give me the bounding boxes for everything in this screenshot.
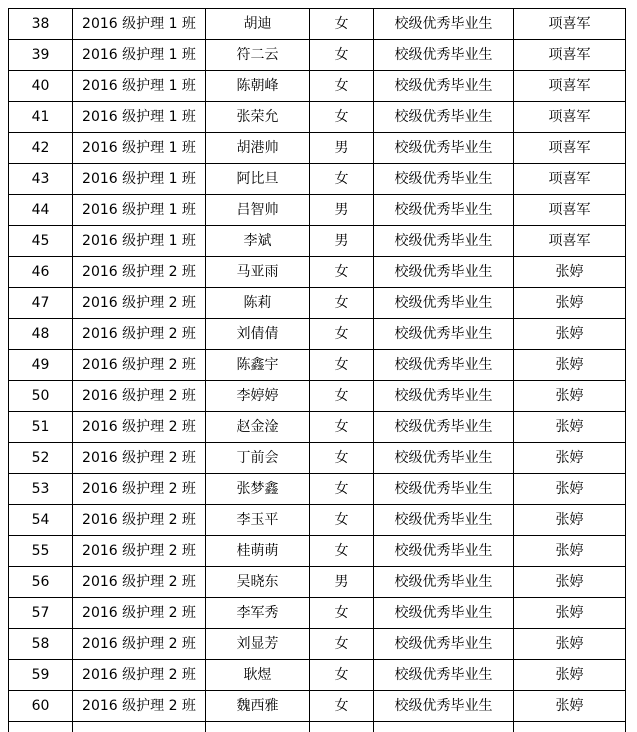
class-cell: 2016 级护理 1 班 [73, 195, 206, 226]
student-name-cell: 耿煜 [206, 660, 310, 691]
class-cell: 2016 级护理 1 班 [73, 102, 206, 133]
row-number-cell: 50 [9, 381, 73, 412]
table-row [9, 412, 626, 443]
student-name-cell: 赵金淦 [206, 412, 310, 443]
gender-cell: 女 [310, 288, 374, 319]
honor-cell: 校级优秀毕业生 [374, 164, 514, 195]
honor-cell: 校级优秀毕业生 [374, 691, 514, 722]
row-number-cell: 48 [9, 319, 73, 350]
advisor-cell: 张婷 [514, 691, 626, 722]
student-name-cell: 陈鑫宇 [206, 350, 310, 381]
class-cell: 2016 级护理 2 班 [73, 629, 206, 660]
row-number-cell: 51 [9, 412, 73, 443]
student-name-cell: 胡港帅 [206, 133, 310, 164]
honor-cell: 校级优秀毕业生 [374, 443, 514, 474]
row-number-cell: 57 [9, 598, 73, 629]
row-number-cell: 58 [9, 629, 73, 660]
class-cell: 2016 级护理 2 班 [73, 257, 206, 288]
class-cell: 2016 级护理 2 班 [73, 660, 206, 691]
honor-cell: 校级优秀毕业生 [374, 474, 514, 505]
advisor-cell: 项喜军 [514, 164, 626, 195]
honor-cell: 校级优秀毕业生 [374, 412, 514, 443]
honor-cell: 校级优秀毕业生 [374, 381, 514, 412]
row-number-cell: 56 [9, 567, 73, 598]
row-number-cell: 39 [9, 40, 73, 71]
row-number-cell: 54 [9, 505, 73, 536]
advisor-cell: 项喜军 [514, 133, 626, 164]
honor-cell: 校级优秀毕业生 [374, 226, 514, 257]
row-number-cell: 40 [9, 71, 73, 102]
table-row [9, 474, 626, 505]
class-cell: 2016 级护理 2 班 [73, 474, 206, 505]
gender-cell: 女 [310, 102, 374, 133]
student-name-cell: 刘显芳 [206, 629, 310, 660]
table-row [9, 443, 626, 474]
honor-cell: 校级优秀毕业生 [374, 257, 514, 288]
table-row [9, 164, 626, 195]
honor-cell: 校级优秀毕业生 [374, 9, 514, 40]
gender-cell: 女 [310, 9, 374, 40]
gender-cell: 女 [310, 71, 374, 102]
honor-cell: 校级优秀毕业生 [374, 505, 514, 536]
table-row [9, 40, 626, 71]
row-number-cell: 59 [9, 660, 73, 691]
student-name-cell: 刘倩倩 [206, 319, 310, 350]
class-cell: 2016 级护理 2 班 [73, 505, 206, 536]
gender-cell: 女 [310, 40, 374, 71]
advisor-cell: 张婷 [514, 350, 626, 381]
student-name-cell: 张荣允 [206, 102, 310, 133]
student-name-cell: 李军秀 [206, 598, 310, 629]
advisor-cell: 项喜军 [514, 195, 626, 226]
honor-cell: 校级优秀毕业生 [374, 536, 514, 567]
table-row [9, 71, 626, 102]
table-row [9, 226, 626, 257]
student-name-cell: 马亚雨 [206, 257, 310, 288]
gender-cell: 男 [310, 133, 374, 164]
gender-cell: 女 [310, 536, 374, 567]
advisor-cell: 项喜军 [514, 102, 626, 133]
gender-cell: 女 [310, 629, 374, 660]
table-row [9, 133, 626, 164]
class-cell: 2016 级护理 2 班 [73, 412, 206, 443]
advisor-cell: 张婷 [514, 288, 626, 319]
table-row [9, 102, 626, 133]
gender-cell: 女 [310, 505, 374, 536]
row-number-cell: 47 [9, 288, 73, 319]
student-name-cell: 胡迪 [206, 9, 310, 40]
gender-cell: 男 [310, 567, 374, 598]
gender-cell: 女 [310, 474, 374, 505]
table-row [9, 691, 626, 722]
row-number-cell: 52 [9, 443, 73, 474]
advisor-cell: 张婷 [514, 567, 626, 598]
class-cell: 2016 级护理 1 班 [73, 226, 206, 257]
gender-cell: 女 [310, 381, 374, 412]
class-cell: 2016 级护理 2 班 [73, 350, 206, 381]
student-name-cell: 李玉平 [206, 505, 310, 536]
advisor-cell: 张婷 [514, 443, 626, 474]
gender-cell: 男 [310, 195, 374, 226]
honor-cell: 校级优秀毕业生 [374, 319, 514, 350]
honor-cell: 校级优秀毕业生 [374, 598, 514, 629]
advisor-cell: 张婷 [514, 474, 626, 505]
class-cell: 2016 级护理 2 班 [73, 443, 206, 474]
gender-cell: 女 [310, 660, 374, 691]
honor-cell: 校级优秀毕业生 [374, 660, 514, 691]
row-number-cell: 44 [9, 195, 73, 226]
honor-cell: 校级优秀毕业生 [374, 133, 514, 164]
row-number-cell: 55 [9, 536, 73, 567]
student-name-cell: 符二云 [206, 40, 310, 71]
student-name-cell: 吴晓东 [206, 567, 310, 598]
gender-cell: 女 [310, 319, 374, 350]
class-cell: 2016 级护理 2 班 [73, 691, 206, 722]
gender-cell: 女 [310, 164, 374, 195]
gender-cell: 女 [310, 598, 374, 629]
class-cell: 2016 级护理 2 班 [73, 381, 206, 412]
table-row [9, 288, 626, 319]
advisor-cell: 张婷 [514, 629, 626, 660]
table-row [9, 598, 626, 629]
student-name-cell: 丁前会 [206, 443, 310, 474]
advisor-cell: 张婷 [514, 381, 626, 412]
row-number-cell: 53 [9, 474, 73, 505]
row-number-cell: 38 [9, 9, 73, 40]
advisor-cell: 张婷 [514, 536, 626, 567]
table-body [9, 9, 626, 732]
class-cell: 2016 级护理 1 班 [73, 164, 206, 195]
class-cell: 2016 级护理 2 班 [73, 319, 206, 350]
table-row [9, 505, 626, 536]
class-cell: 2016 级护理 2 班 [73, 288, 206, 319]
class-cell: 2016 级护理 1 班 [73, 9, 206, 40]
honor-cell: 校级优秀毕业生 [374, 350, 514, 381]
honor-cell: 校级优秀毕业生 [374, 102, 514, 133]
student-name-cell: 阿比旦 [206, 164, 310, 195]
row-number-cell: 46 [9, 257, 73, 288]
student-name-cell: 陈朝峰 [206, 71, 310, 102]
honor-cell: 校级优秀毕业生 [374, 567, 514, 598]
honor-cell: 校级优秀毕业生 [374, 40, 514, 71]
gender-cell: 女 [310, 412, 374, 443]
advisor-cell: 张婷 [514, 660, 626, 691]
advisor-cell: 张婷 [514, 257, 626, 288]
class-cell: 2016 级护理 1 班 [73, 133, 206, 164]
gender-cell: 女 [310, 257, 374, 288]
table-row [9, 257, 626, 288]
student-name-cell: 李婷婷 [206, 381, 310, 412]
table-row [9, 350, 626, 381]
advisor-cell: 项喜军 [514, 226, 626, 257]
gender-cell: 男 [310, 226, 374, 257]
row-number-cell: 41 [9, 102, 73, 133]
student-name-cell: 李斌 [206, 226, 310, 257]
honor-cell: 校级优秀毕业生 [374, 629, 514, 660]
class-cell: 2016 级护理 2 班 [73, 536, 206, 567]
class-cell: 2016 级护理 1 班 [73, 40, 206, 71]
honor-cell: 校级优秀毕业生 [374, 71, 514, 102]
advisor-cell: 项喜军 [514, 71, 626, 102]
advisor-cell: 张婷 [514, 319, 626, 350]
advisor-cell: 项喜军 [514, 40, 626, 71]
class-cell: 2016 级护理 2 班 [73, 598, 206, 629]
student-name-cell: 张梦鑫 [206, 474, 310, 505]
advisor-cell: 张婷 [514, 412, 626, 443]
table-row [9, 536, 626, 567]
student-name-cell: 魏西雅 [206, 691, 310, 722]
graduate-honor-table [8, 8, 626, 732]
table-row [9, 319, 626, 350]
row-number-cell: 43 [9, 164, 73, 195]
row-number-cell: 49 [9, 350, 73, 381]
table-row [9, 660, 626, 691]
gender-cell: 女 [310, 350, 374, 381]
advisor-cell: 张婷 [514, 598, 626, 629]
honor-cell: 校级优秀毕业生 [374, 195, 514, 226]
row-number-cell: 60 [9, 691, 73, 722]
row-number-cell: 45 [9, 226, 73, 257]
student-name-cell: 陈莉 [206, 288, 310, 319]
gender-cell: 女 [310, 691, 374, 722]
class-cell: 2016 级护理 1 班 [73, 71, 206, 102]
table-row [9, 381, 626, 412]
table-row [9, 629, 626, 660]
table-row [9, 195, 626, 226]
row-number-cell: 42 [9, 133, 73, 164]
class-cell: 2016 级护理 2 班 [73, 567, 206, 598]
advisor-cell: 项喜军 [514, 9, 626, 40]
table-row [9, 567, 626, 598]
student-name-cell: 吕智帅 [206, 195, 310, 226]
advisor-cell: 张婷 [514, 505, 626, 536]
table-row [9, 9, 626, 40]
gender-cell: 女 [310, 443, 374, 474]
honor-cell: 校级优秀毕业生 [374, 288, 514, 319]
student-name-cell: 桂萌萌 [206, 536, 310, 567]
